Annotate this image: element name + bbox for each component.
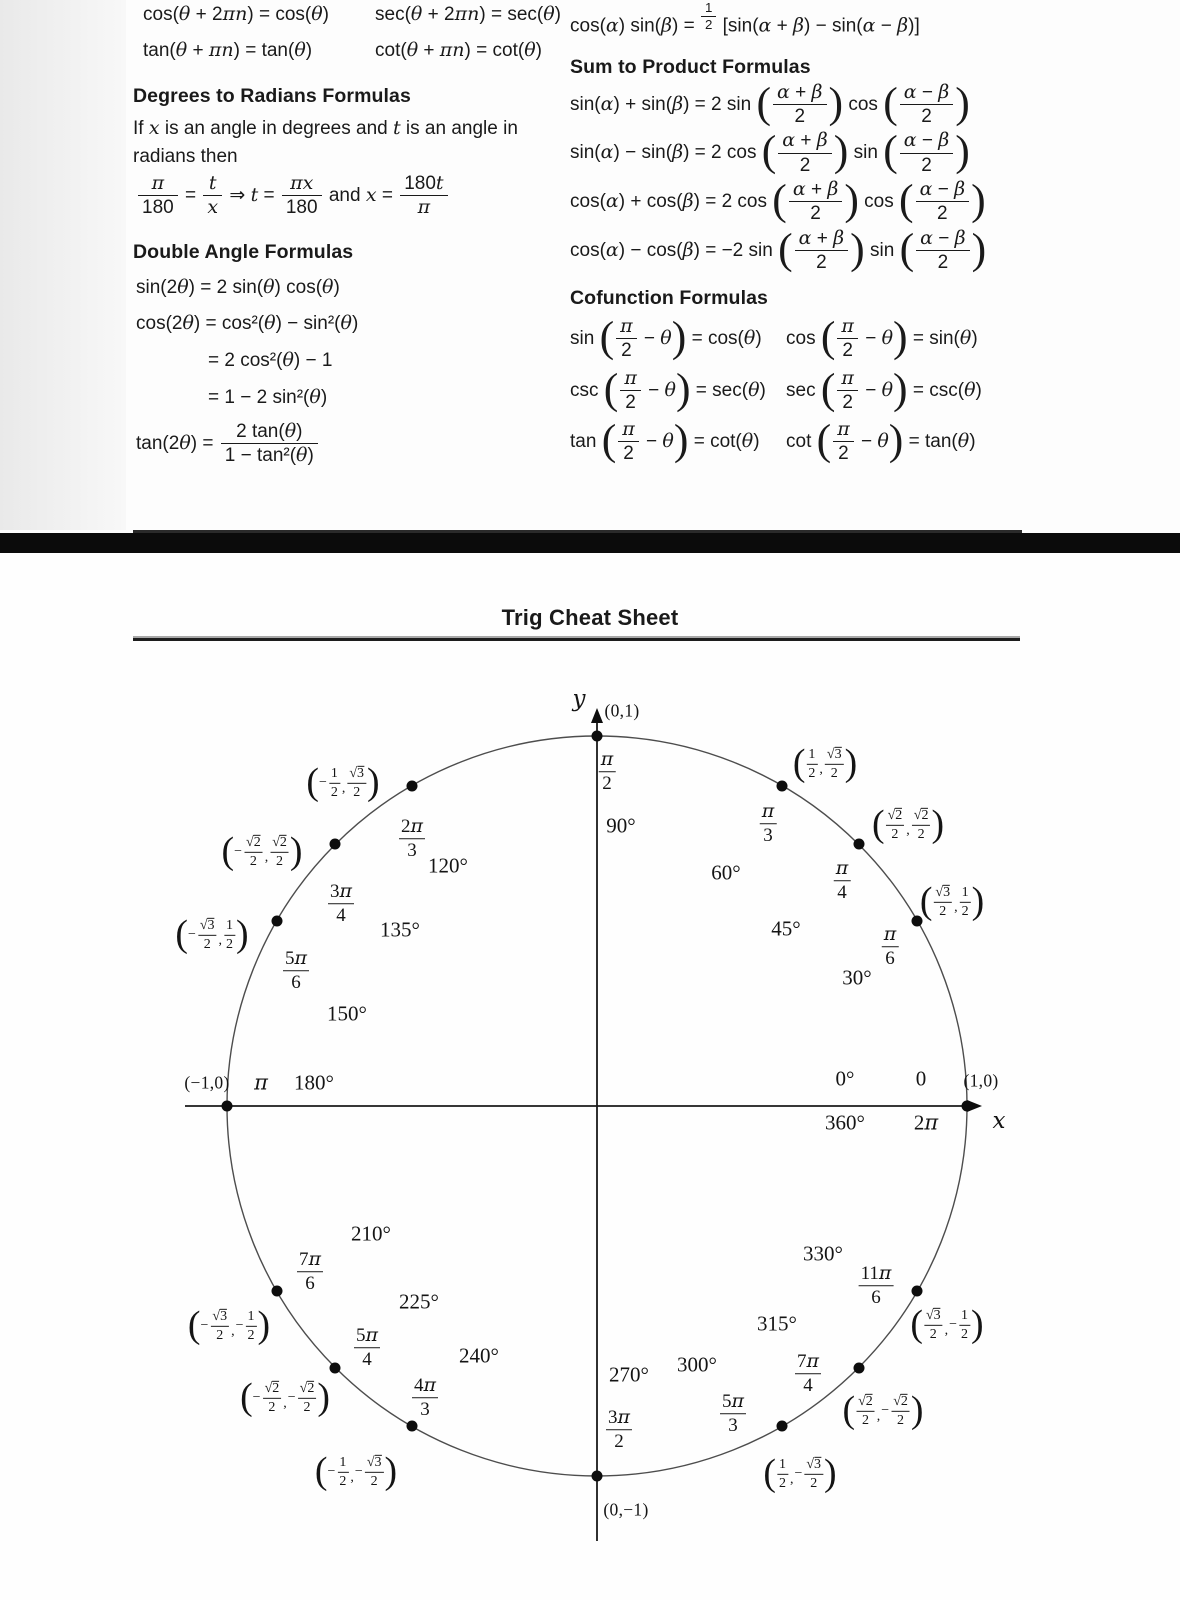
unit-circle-svg xyxy=(0,553,1180,1600)
y-axis-arrow xyxy=(591,708,603,723)
circle-label-0: 0 xyxy=(915,1066,927,1091)
circle-coordinate-label: (− $\frac{√2}{2}$ ,− $\frac{√2}{2}$ ) xyxy=(240,1376,330,1419)
left-column xyxy=(133,0,570,467)
formula-row xyxy=(143,3,570,26)
circle-label-90°: 90° xyxy=(606,813,636,838)
circle-coordinate-label: (− $\frac{√3}{2}$ , $\frac{1}{2}$ ) xyxy=(175,913,249,956)
cofunction-heading: Cofunction Formulas xyxy=(570,287,768,310)
formula-line: sin(α) − sin(β) = 2 cos ( $\frac{\alpha + \beta}{2}$ ) sin ( $\frac{\alpha - \beta}{2}$ ) xyxy=(570,127,970,176)
circle-label-5π/6: $\frac{5\pi}{6}$ xyxy=(285,947,307,994)
formula: cos(θ + 2πn) = cos(θ) xyxy=(143,3,329,25)
circle-coordinate-label: ( $\frac{1}{2}$ , $\frac{√3}{2}$ ) xyxy=(792,742,858,785)
circle-label-45°: 45° xyxy=(771,916,801,941)
formula-row xyxy=(570,416,1030,465)
formula: sec(θ + 2πn) = sec(θ) xyxy=(375,3,561,25)
circle-coordinate-label: ( $\frac{√2}{2}$ , $\frac{√2}{2}$ ) xyxy=(871,803,945,846)
formula: cot(θ + πn) = cot(θ) xyxy=(375,39,542,61)
formula-row xyxy=(570,313,1030,362)
circle-label-2π: 2π xyxy=(913,1110,939,1135)
formula-row xyxy=(143,39,570,62)
circle-label-4π/3: $\frac{4\pi}{3}$ xyxy=(414,1374,436,1421)
circle-label-π: π xyxy=(254,1070,268,1095)
angle-dot xyxy=(592,1471,603,1482)
page-separator-band xyxy=(0,533,1180,553)
formula-line: cos(α) − cos(β) = −2 sin ( $\frac{\alpha + \beta}{2}$ ) sin ( $\frac{\alpha - \beta}{2}$ ) xyxy=(570,224,987,273)
cheat-sheet-page xyxy=(0,553,1180,1600)
formula: sin ( $\frac{\pi}{2}$ − θ) = cos(θ) xyxy=(570,313,762,362)
circle-coordinate-label: (− $\frac{√3}{2}$ ,− $\frac{1}{2}$ ) xyxy=(187,1304,271,1347)
circle-coordinate-label: ( $\frac{√3}{2}$ , $\frac{1}{2}$ ) xyxy=(919,880,985,923)
circle-label-60°: 60° xyxy=(711,860,741,885)
circle-label-315°: 315° xyxy=(757,1311,797,1336)
formula-line: sin(2θ) = 2 sin(θ) cos(θ) xyxy=(136,275,340,298)
product-to-sum-formula: cos(α) sin(β) = $\frac{1}{2}$ [sin(α + β) − sin(α − β)] xyxy=(570,0,920,37)
circle-label-120°: 120° xyxy=(428,853,468,878)
circle-label-150°: 150° xyxy=(327,1001,367,1026)
formula: sec ( $\frac{\pi}{2}$ − θ) = csc(θ) xyxy=(786,364,982,413)
periodic-formulas xyxy=(133,0,570,62)
angle-dot xyxy=(330,839,341,850)
circle-label-2π/3: $\frac{2\pi}{3}$ xyxy=(401,815,423,862)
circle-coordinate-label: ( $\frac{√2}{2}$ ,− $\frac{√2}{2}$ ) xyxy=(842,1389,924,1432)
angle-dot xyxy=(407,781,418,792)
circle-coordinate-label: (− $\frac{1}{2}$ ,− $\frac{√3}{2}$ ) xyxy=(314,1450,398,1493)
formula-row xyxy=(570,364,1030,414)
circle-label-360°: 360° xyxy=(825,1110,865,1135)
circle-coordinate-label: (− $\frac{1}{2}$ , $\frac{√3}{2}$ ) xyxy=(306,761,380,804)
formula-line: cos(α) + cos(β) = 2 cos ( $\frac{\alpha + \beta}{2}$ ) cos ( $\frac{\alpha - \beta}{2}$ ) xyxy=(570,176,986,225)
formula-line: = 1 − 2 sin²(θ) xyxy=(208,385,328,408)
circle-label-5π/4: $\frac{5\pi}{4}$ xyxy=(356,1324,378,1371)
angle-dot xyxy=(854,839,865,850)
circle-label-0°: 0° xyxy=(835,1066,855,1091)
circle-label-3π/2: $\frac{3\pi}{2}$ xyxy=(608,1406,630,1453)
angle-dot xyxy=(777,781,788,792)
sum-to-product-formulas xyxy=(570,78,1030,273)
circle-label-π/6: $\frac{\pi}{6}$ xyxy=(883,923,897,970)
double-angle-formulas xyxy=(133,275,570,467)
circle-label-(0,1): (0,1) xyxy=(604,700,640,721)
angle-dot xyxy=(272,1286,283,1297)
circle-label-π/2: $\frac{\pi}{2}$ xyxy=(600,748,614,795)
circle-label-(0,−1): (0,−1) xyxy=(603,1499,649,1520)
formula-page xyxy=(0,0,1180,530)
unit-circle-diagram xyxy=(0,553,1180,1600)
circle-label-π/3: $\frac{\pi}{3}$ xyxy=(761,800,775,847)
cofunction-formulas xyxy=(570,313,1030,465)
formula-line: sin(α) + sin(β) = 2 sin ( $\frac{\alpha + \beta}{2}$ ) cos ( $\frac{\alpha - \beta}{2}$ ) xyxy=(570,78,970,128)
circle-label-7π/6: $\frac{7\pi}{6}$ xyxy=(299,1248,321,1295)
double-angle-heading: Double Angle Formulas xyxy=(133,240,354,263)
formula: csc ( $\frac{\pi}{2}$ − θ) = sec(θ) xyxy=(570,364,766,413)
circle-coordinate-label: ( $\frac{√3}{2}$ ,− $\frac{1}{2}$ ) xyxy=(910,1303,984,1346)
circle-label-7π/4: $\frac{7\pi}{4}$ xyxy=(797,1350,819,1397)
right-column xyxy=(570,0,1030,465)
circle-label-5π/3: $\frac{5\pi}{3}$ xyxy=(722,1390,744,1437)
angle-dot xyxy=(407,1421,418,1432)
circle-label-210°: 210° xyxy=(351,1221,391,1246)
circle-label-225°: 225° xyxy=(399,1289,439,1314)
formula-line: tan(2θ) = $\frac{2 \tan(\theta)}{\text{1 − tan²(θ)}}$ xyxy=(133,421,570,467)
circle-label-(1,0): (1,0) xyxy=(963,1070,999,1091)
angle-dot xyxy=(222,1101,233,1112)
circle-label-270°: 270° xyxy=(609,1362,649,1387)
circle-label-x: x xyxy=(992,1108,1006,1134)
circle-label-(−1,0): (−1,0) xyxy=(184,1072,230,1093)
circle-label-11π/6: $\frac{11\pi}{6}$ xyxy=(860,1262,892,1309)
formula: cos ( $\frac{\pi}{2}$ − θ) = sin(θ) xyxy=(786,313,978,362)
circle-coordinate-label: (− $\frac{√2}{2}$ , $\frac{√2}{2}$ ) xyxy=(221,830,303,873)
angle-dot xyxy=(272,916,283,927)
circle-label-135°: 135° xyxy=(380,917,420,942)
formula-line: cos(2θ) = cos²(θ) − sin²(θ) xyxy=(136,312,359,335)
formula-line: = 2 cos²(θ) − 1 xyxy=(208,348,333,371)
circle-label-30°: 30° xyxy=(842,965,872,990)
angle-dot xyxy=(592,731,603,742)
circle-label-300°: 300° xyxy=(677,1352,717,1377)
angle-dot xyxy=(777,1421,788,1432)
degrees-to-radians-heading: Degrees to Radians Formulas xyxy=(133,85,411,107)
formula: tan(θ + πn) = tan(θ) xyxy=(143,39,313,61)
formula: tan ( $\frac{\pi}{2}$ − θ) = cot(θ) xyxy=(570,416,760,465)
circle-label-y: y xyxy=(572,686,586,712)
circle-label-π/4: $\frac{\pi}{4}$ xyxy=(835,857,849,904)
page-title: Trig Cheat Sheet xyxy=(501,605,679,630)
angle-dot xyxy=(854,1363,865,1374)
circle-label-180°: 180° xyxy=(294,1070,334,1095)
circle-label-240°: 240° xyxy=(459,1343,499,1368)
angle-dot xyxy=(912,1286,923,1297)
sum-to-product-heading: Sum to Product Formulas xyxy=(570,55,811,78)
angle-dot xyxy=(330,1363,341,1374)
circle-label-3π/4: $\frac{3\pi}{4}$ xyxy=(330,880,352,927)
circle-label-330°: 330° xyxy=(803,1241,843,1266)
degrees-to-radians-text: If x is an angle in degrees and t is an angle in radians then xyxy=(133,117,518,167)
angle-dot xyxy=(962,1101,973,1112)
circle-coordinate-label: ( $\frac{1}{2}$ ,− $\frac{√3}{2}$ ) xyxy=(763,1452,837,1495)
formula: cot ( $\frac{\pi}{2}$ − θ) = tan(θ) xyxy=(786,416,976,465)
conversion-formula: $\frac{\pi}{180}$ = $\frac{t}{x}$ ⇒ t = $\frac{\pi x}{180}$ and x = $\frac{180t}{\pi}$ xyxy=(133,173,570,219)
